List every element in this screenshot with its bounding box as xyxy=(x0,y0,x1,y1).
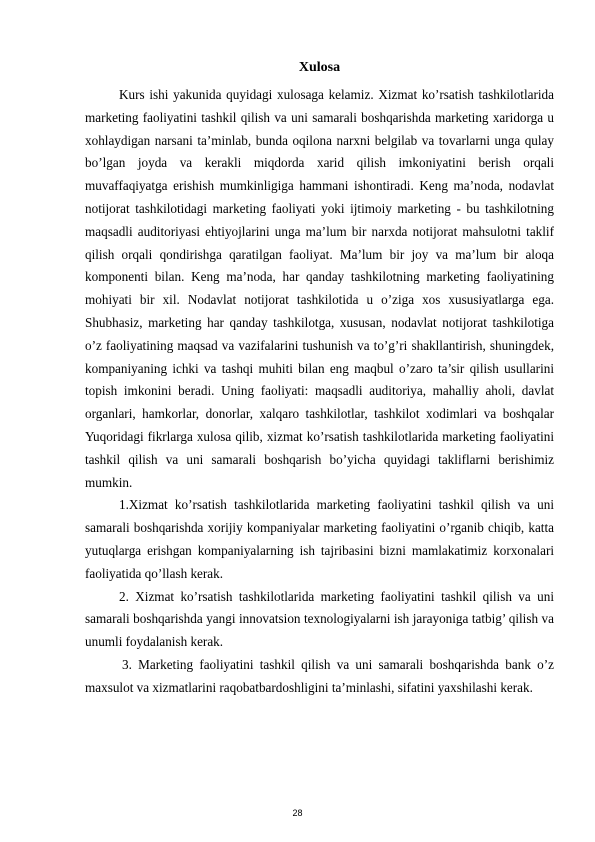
paragraph-proposal-3: 3. Marketing faoliyatini tashkil qilish va uni samarali boshqarishda bank o’z maxsulot va xizmatlarini raqobatbardoshligini ta’minlashi, sifatini yaxshilashi kerak. xyxy=(85,656,554,695)
paragraph-summary: Kurs ishi yakunida quyidagi xulosaga kelamiz. Xizmat ko’rsatish tashkilotlarida marketing faoliyatini tashkil qilish va uni samarali boshqarishda marketing xaridorga u xohlaydigan narsani ta’minlab, bunda oqilona narxni belgilab va tovarlarni unga qulay bo’lgan joyda va kerakli miqdorda xarid qilish imkoniyatini berish orqali muvaffaqiyatga erishish mumkinligiga hammani ishontiradi. Keng ma’noda, nodavlat notijorat tashkilotidagi marketing faoliyati yoki ijtimoiy marketing - bu tashkilotning maqsadli auditoriyasi ehtiyojlarini unga ma’lum bir narxda notijorat mahsulotni taklif qilish orqali qondirishga qaratilgan faoliyat. Ma’lum bir joy va ma’lum bir aloqa komponenti bilan. Keng ma’noda, har qanday tashkilotning marketing faoliyatining mohiyati bir xil. Nodavlat notijorat tashkilotida u o’ziga xos xususiyatlarga ega. Shubhasiz, marketing har qanday tashkilotga, xususan, nodavlat notijorat tashkilotiga o’z faoliyatining maqsad va vazifalarini tushunish va to’g’ri shakllantirish, shuningdek, kompaniyaning ichki va tashqi muhiti bilan eng maqbul o’zaro ta’sir qilish usullarini topish imkonini beradi. Uning faoliyati: maqsadli auditoriya, mahalliy aholi, davlat organlari, hamkorlar, donorlar, xalqaro tashkilotlar, tashkilot xodimlari va boshqalar Yuqoridagi fikrlarga xulosa qilib, xizmat ko’rsatish tashkilotlarida marketing faoliyatini tashkil qilish va uni samarali boshqarish bo’yicha quyidagi takliflarni berishimiz mumkin. xyxy=(85,87,554,490)
paragraph-proposal-1: 1.Xizmat ko’rsatish tashkilotlarida marketing faoliyatini tashkil qilish va uni samarali boshqarishda xorijiy kompaniyalar marketing faoliyatini o’rganib chiqib, katta yutuqlarga erishgan kompaniyalarning ish tajribasini bizni mamlakatimiz korxonalari faoliyatida qo’llash kerak. xyxy=(85,497,554,581)
paragraph-proposal-2: 2. Xizmat ko’rsatish tashkilotlarida marketing faoliyatini tashkil qilish va uni samarali boshqarishda yangi innovatsion texnologiyalarni ish jarayoniga tatbig’ qilish va unumli foydalanish kerak. xyxy=(85,588,554,650)
document-page xyxy=(85,60,554,700)
document-title: Xulosa xyxy=(298,60,341,75)
page-number: 28 xyxy=(292,808,303,818)
